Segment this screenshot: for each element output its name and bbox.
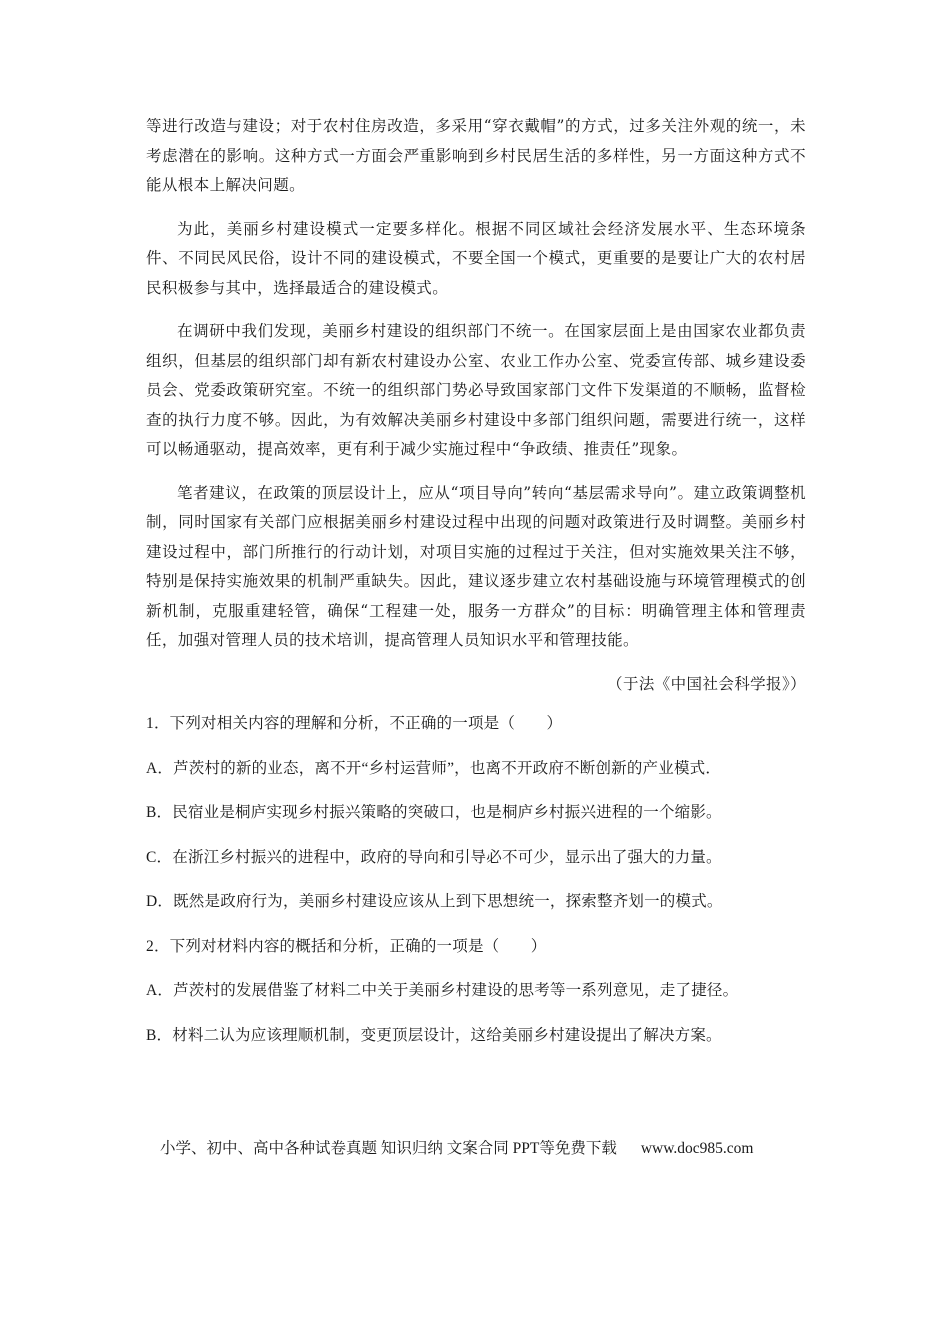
question-option: A．芦茨村的发展借鉴了材料二中关于美丽乡村建设的思考等一系列意见，走了捷径。: [146, 982, 739, 999]
question-stem: 1．下列对相关内容的理解和分析，不正确的一项是（ ）: [146, 715, 563, 732]
document-body: [146, 112, 806, 1065]
question-option: D．既然是政府行为，美丽乡村建设应该从上到下思想统一，探索整齐划一的模式。: [146, 893, 723, 910]
page-footer: [160, 1136, 800, 1158]
article-paragraph: 笔者建议，在政策的顶层设计上，应从“项目导向”转向“基层需求导向”。建立政策调整机制，同时国家有关部门应根据美丽乡村建设过程中出现的问题对政策进行及时调整。美丽乡村建设过程中，部门所推行的行动计划，对项目实施的过程过于关注，但对实施效果关注不够，特别是保持实施效果的机制严重缺失。因此，建议逐步建立农村基础设施与环境管理模式的创新机制，克服重建轻管，确保“工程建一处，服务一方群众”的目标：明确管理主体和管理责任，加强对管理人员的技术培训，提高管理人员知识水平和管理技能。: [146, 483, 806, 649]
article-paragraph: 等进行改造与建设；对于农村住房改造，多采用“穿衣戴帽”的方式，过多关注外观的统一，未考虑潜在的影响。这种方式一方面会严重影响到乡村民居生活的多样性，另一方面这种方式不能从根本上解决问题。: [146, 117, 806, 194]
footer-url[interactable]: www.doc985.com: [640, 1140, 754, 1157]
article-source: （于法《中国社会科学报》）: [607, 674, 806, 693]
footer-text: 小学、初中、高中各种试卷真题 知识归纳 文案合同 PPT等免费下载: [160, 1140, 617, 1157]
question-2: [146, 932, 806, 1051]
question-option: A．芦茨村的新的业态，离不开“乡村运营师”，也离不开政府不断创新的产业模式．: [146, 759, 722, 777]
question-option: B．民宿业是桐庐实现乡村振兴策略的突破口，也是桐庐乡村振兴进程的一个缩影。: [146, 804, 722, 821]
question-stem: 2．下列对材料内容的概括和分析，正确的一项是（ ）: [146, 937, 547, 955]
question-1: [146, 709, 806, 917]
question-option: C．在浙江乡村振兴的进程中，政府的导向和引导必不可少，显示出了强大的力量。: [146, 848, 722, 866]
article-paragraph: 为此，美丽乡村建设模式一定要多样化。根据不同区域社会经济发展水平、生态环境条件、不同民风民俗，设计不同的建设模式，不要全国一个模式，更重要的是要让广大的农村居民积极参与其中，选择最适合的建设模式。: [146, 219, 806, 297]
question-option: B．材料二认为应该理顺机制，变更顶层设计，这给美丽乡村建设提出了解决方案。: [146, 1026, 722, 1044]
article-paragraph: 在调研中我们发现，美丽乡村建设的组织部门不统一。在国家层面上是由国家农业都负责组织，但基层的组织部门却有新农村建设办公室、农业工作办公室、党委宣传部、城乡建设委员会、党委政策研究室。不统一的组织部门势必导致国家部门文件下发渠道的不顺畅，监督检查的执行力度不够。因此，为有效解决美丽乡村建设中多部门组织问题，需要进行统一，这样可以畅通驱动，提高效率，更有利于减少实施过程中“争政绩、推责任”现象。: [146, 322, 806, 458]
